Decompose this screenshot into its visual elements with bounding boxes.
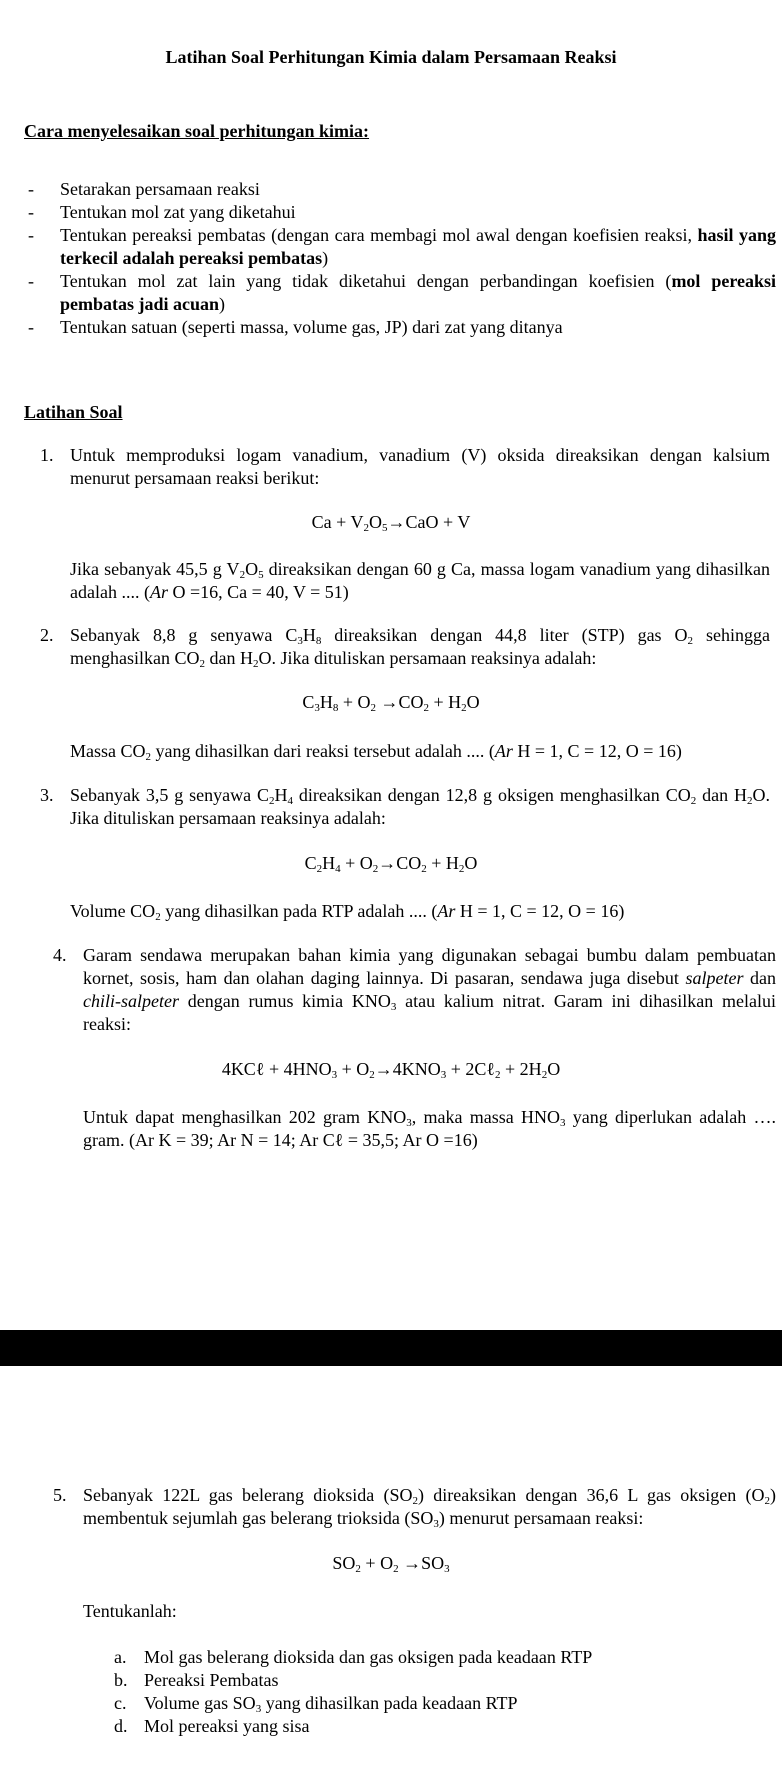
list-item: - Tentukan satuan (seperti massa, volume gas, JP) dari zat yang ditanya	[24, 316, 776, 339]
steps-list	[24, 178, 776, 339]
list-item: c. Volume gas $SO_3$ yang dihasilkan pada keadaan RTP	[114, 1693, 518, 1715]
list-item: a. Mol gas belerang dioksida dan gas oksigen pada keadaan RTP	[114, 1647, 593, 1667]
question-2: 2. Sebanyak 8,8 g senyawa $C_3H_8$ direaksikan dengan 44,8 liter (STP) gas $O_2$ sehingga menghasilkan $CO_2$ dan $H_2O$. Jika dituliskan persamaan reaksinya adalah:	[40, 625, 770, 670]
list-item: - Setarakan persamaan reaksi	[24, 178, 776, 201]
question-3-text: Volume $CO_2$ yang dihasilkan pada RTP adalah .... (Ar H = 1, C = 12, O = 16)	[70, 901, 625, 923]
question-5-task: Tentukanlah:	[83, 1601, 177, 1621]
question-1-text: Jika sebanyak 45,5 g $V_2O_5$ direaksikan dengan 60 g Ca, massa logam vanadium yang dihasilkan adalah .... (Ar O =16, Ca = 40, V = 51)	[70, 559, 770, 602]
equation-4: 4KCℓ + $4HNO_3 + O_2\to 4KNO_3$ + 2Cℓ$_2$ + $2H_2O$	[221, 1059, 561, 1081]
steps-heading: Cara menyelesaikan soal perhitungan kimia:	[24, 121, 370, 141]
list-item: - Tentukan mol zat lain yang tidak diketahui dengan perbandingan koefisien (mol pereaksi pembatas jadi acuan)	[24, 270, 776, 316]
question-4-text: Untuk dapat menghasilkan 202 gram $KNO_3$, maka massa $HNO_3$ yang diperlukan adalah …. gram. (Ar K = 39; Ar N = 14; Ar Cℓ = 35,5; Ar O =16)	[83, 1107, 777, 1150]
question-3: 3. Sebanyak 3,5 g senyawa $C_2H_4$ direaksikan dengan 12,8 g oksigen menghasilkan $CO_2$ dan $H_2O$. Jika dituliskan persamaan reaksinya adalah:	[40, 785, 770, 828]
equation-3: $C_2H_4 + O_2\to CO_2 + H_2O$	[304, 853, 478, 875]
question-1: 1. Untuk memproduksi logam vanadium, vanadium (V) oksida direaksikan dengan kalsium menurut persamaan reaksi berikut:	[40, 445, 770, 488]
list-item: b. Pereaksi Pembatas	[114, 1670, 279, 1690]
equation-1: $Ca + V_2O_5\to CaO + V$	[311, 512, 471, 534]
question-5: 5. Sebanyak 122L gas belerang dioksida $(SO_2)$ direaksikan dengan 36,6 L gas oksigen $(O_2)$ membentuk sejumlah gas belerang trioksida $(SO_3)$ menurut persamaan reaksi:	[53, 1485, 776, 1530]
answer-options	[110, 1646, 592, 1738]
list-item: - Tentukan mol zat yang diketahui	[24, 201, 776, 224]
question-4: 4. Garam sendawa merupakan bahan kimia yang digunakan sebagai bumbu dalam pembuatan kornet, sosis, ham dan olahan daging lainnya. Di pasaran, sendawa juga disebut salpeter dan chili-salpeter dengan rumus kimia $KNO_3$ atau kalium nitrat. Garam ini dihasilkan melalui reaksi:	[53, 945, 777, 1034]
list-item: d. Mol pereaksi yang sisa	[114, 1716, 310, 1736]
page-title: Latihan Soal Perhitungan Kimia dalam Persamaan Reaksi	[165, 47, 617, 67]
equation-2: $C_3H_8 + O_2 \to CO_2 + H_2O$	[302, 692, 480, 714]
practice-heading: Latihan Soal	[24, 402, 123, 422]
question-2-text: Massa $CO_2$ yang dihasilkan dari reaksi tersebut adalah .... (Ar H = 1, C = 12, O = 16)	[70, 741, 682, 763]
list-item: - Tentukan pereaksi pembatas (dengan cara membagi mol awal dengan koefisien reaksi, hasil yang terkecil adalah pereaksi pembatas)	[24, 224, 776, 270]
equation-5: $SO_2 + O_2 \to SO_3$	[332, 1553, 450, 1575]
black-divider-band	[0, 1330, 782, 1366]
